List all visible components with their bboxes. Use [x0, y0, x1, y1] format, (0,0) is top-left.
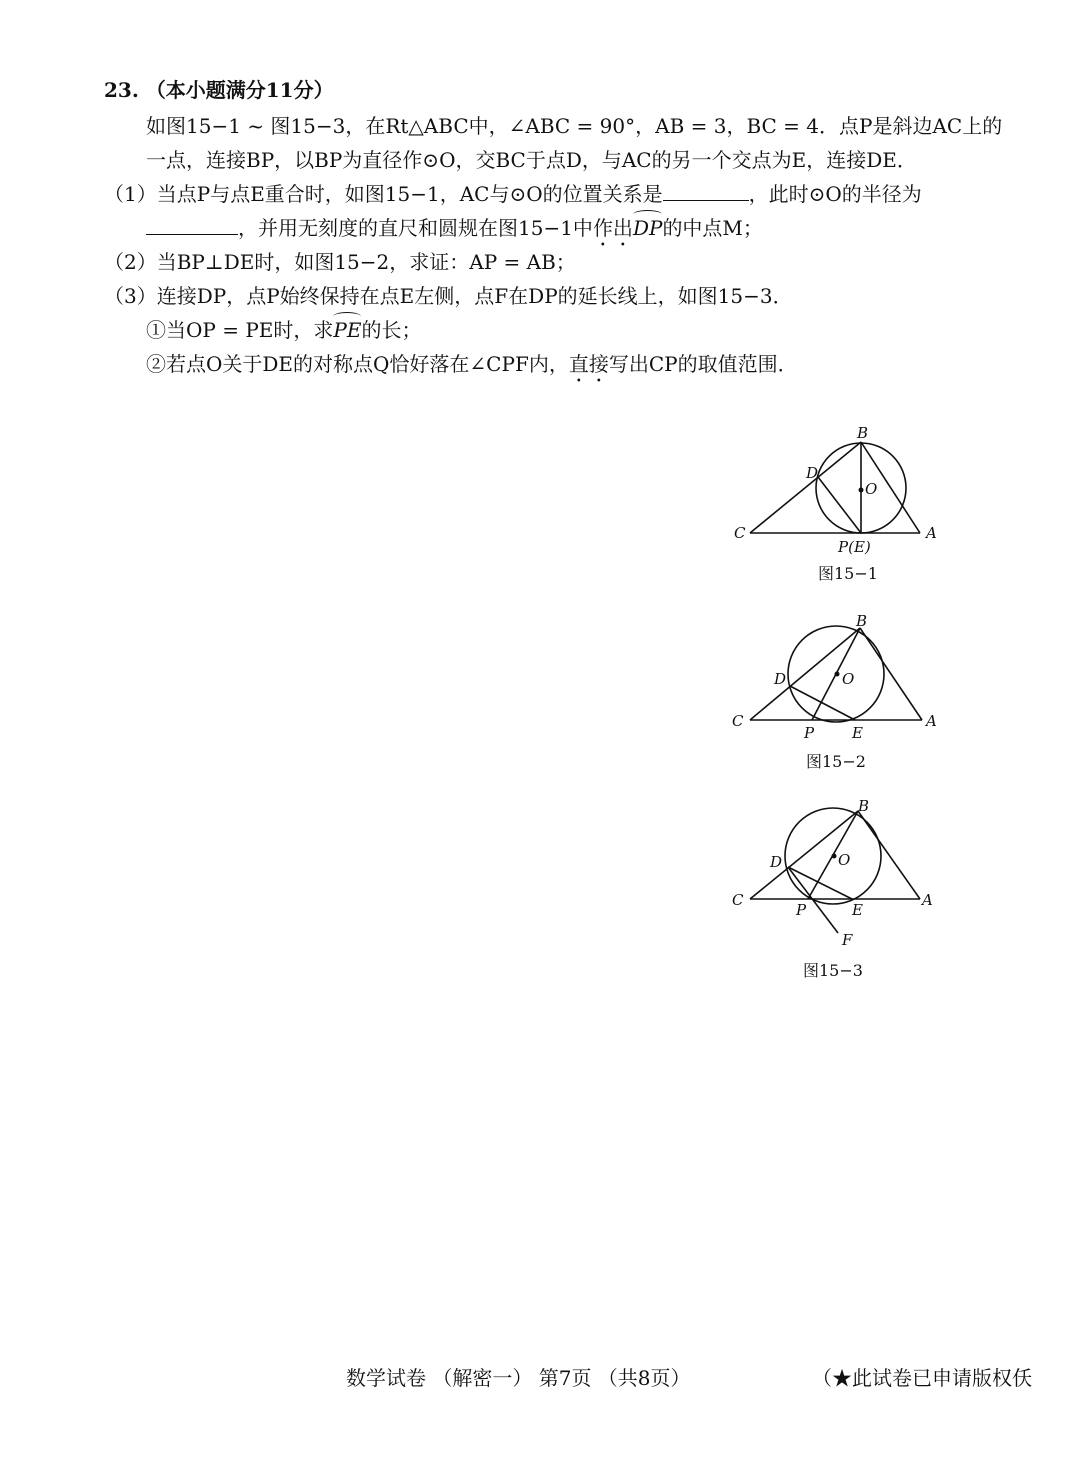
part-3-label: （3） [104, 284, 157, 308]
figure-15-2 [720, 610, 960, 750]
fig3-ray-dpf [788, 867, 838, 933]
fig1-center-dot [859, 488, 864, 493]
part-2-label: （2） [104, 250, 157, 274]
figure-15-3-caption: 图15−3 [803, 961, 863, 980]
part-1-emphasis: 作出 [592, 216, 633, 240]
part-2-text: 当BP⊥DE时，如图15−2，求证：AP = AB； [156, 250, 576, 274]
footer-copyright-note: （★此试卷已申请版权仸 [812, 1366, 1032, 1390]
answer-blank-1[interactable] [663, 182, 749, 201]
part-3-2-text-a: ②若点O关于DE的对称点Q恰好落在∠CPF内， [146, 352, 569, 376]
fig2-label-b: B [856, 612, 868, 630]
fig2-side-ba [860, 628, 922, 720]
part-2-line [104, 248, 576, 276]
figure-15-2-caption: 图15−2 [806, 752, 866, 771]
answer-blank-2[interactable] [146, 216, 238, 235]
fig3-label-d: D [770, 853, 783, 871]
figure-15-1 [720, 420, 960, 560]
part-3-text: 连接DP，点P始终保持在点E左侧，点F在DP的延长线上，如图15−3． [156, 284, 793, 308]
part-1-text-c: ，并用无刻度的直尺和圆规在图15−1中 [238, 216, 593, 240]
fig2-label-e: E [852, 724, 863, 742]
figure-15-1-caption: 图15−1 [818, 564, 878, 583]
fig1-label-b: B [857, 424, 869, 442]
part-1-text-end: 的中点M； [662, 216, 763, 240]
footer-page-info: 数学试卷 （解密一） 第7页 （共8页） [346, 1366, 691, 1390]
fig1-label-d: D [806, 464, 819, 482]
part-1-text-b: ，此时⊙O的半径为 [748, 182, 922, 206]
part-3-1-text-b: 的长； [361, 318, 422, 342]
fig3-label-c: C [732, 891, 744, 909]
fig3-label-o: O [838, 851, 851, 869]
part-3-1-text-a: ①当OP = PE时，求 [146, 318, 334, 342]
fig1-label-p: P(E) [838, 538, 871, 556]
fig3-label-p: P [796, 901, 807, 919]
fig2-center-dot [835, 672, 840, 677]
fig2-label-d: D [774, 670, 787, 688]
fig2-label-o: O [842, 670, 855, 688]
part-1-line-1 [104, 180, 922, 208]
question-number: 23. [104, 78, 139, 102]
fig2-segment-de [790, 686, 855, 720]
arc-dp: DP [632, 216, 663, 240]
fig1-label-c: C [734, 524, 746, 542]
part-3-line [104, 282, 793, 310]
part-1-line-2 [146, 214, 763, 251]
fig1-side-cb [750, 442, 861, 533]
part-1-label: （1） [104, 182, 157, 206]
part-3-2-emphasis: 直接 [568, 352, 609, 376]
intro-line-2: 一点，连接BP，以BP为直径作⊙O，交BC于点D，与AC的另一个交点为E，连接DE． [146, 148, 917, 172]
fig1-label-o: O [865, 480, 878, 498]
fig1-label-a: A [926, 524, 937, 542]
fig3-label-b: B [858, 797, 870, 815]
fig2-label-c: C [732, 712, 744, 730]
figure-15-3 [720, 795, 960, 955]
arc-pe: PE [333, 318, 362, 342]
part-3-2-text-b: 写出CP的取值范围． [608, 352, 798, 376]
score-note: （本小题满分11分） [145, 78, 334, 102]
fig2-label-a: A [926, 712, 937, 730]
fig1-segment-dp [818, 477, 861, 533]
fig3-side-ba [858, 811, 920, 899]
part-3-2-line [146, 350, 798, 387]
part-1-text-a: 当点P与点E重合时，如图15−1，AC与⊙O的位置关系是 [156, 182, 663, 206]
part-3-1-line [146, 316, 421, 344]
intro-line-1: 如图15−1 ~ 图15−3，在Rt△ABC中，∠ABC = 90°，AB = 3，BC = 4．点P是斜边AC上的 [146, 114, 1003, 138]
fig3-center-dot [832, 854, 837, 859]
question-header [104, 76, 334, 104]
fig3-segment-de [788, 867, 852, 899]
fig3-label-e: E [852, 901, 863, 919]
fig3-label-a: A [922, 891, 933, 909]
fig2-label-p: P [804, 724, 815, 742]
fig3-label-f: F [842, 931, 853, 949]
